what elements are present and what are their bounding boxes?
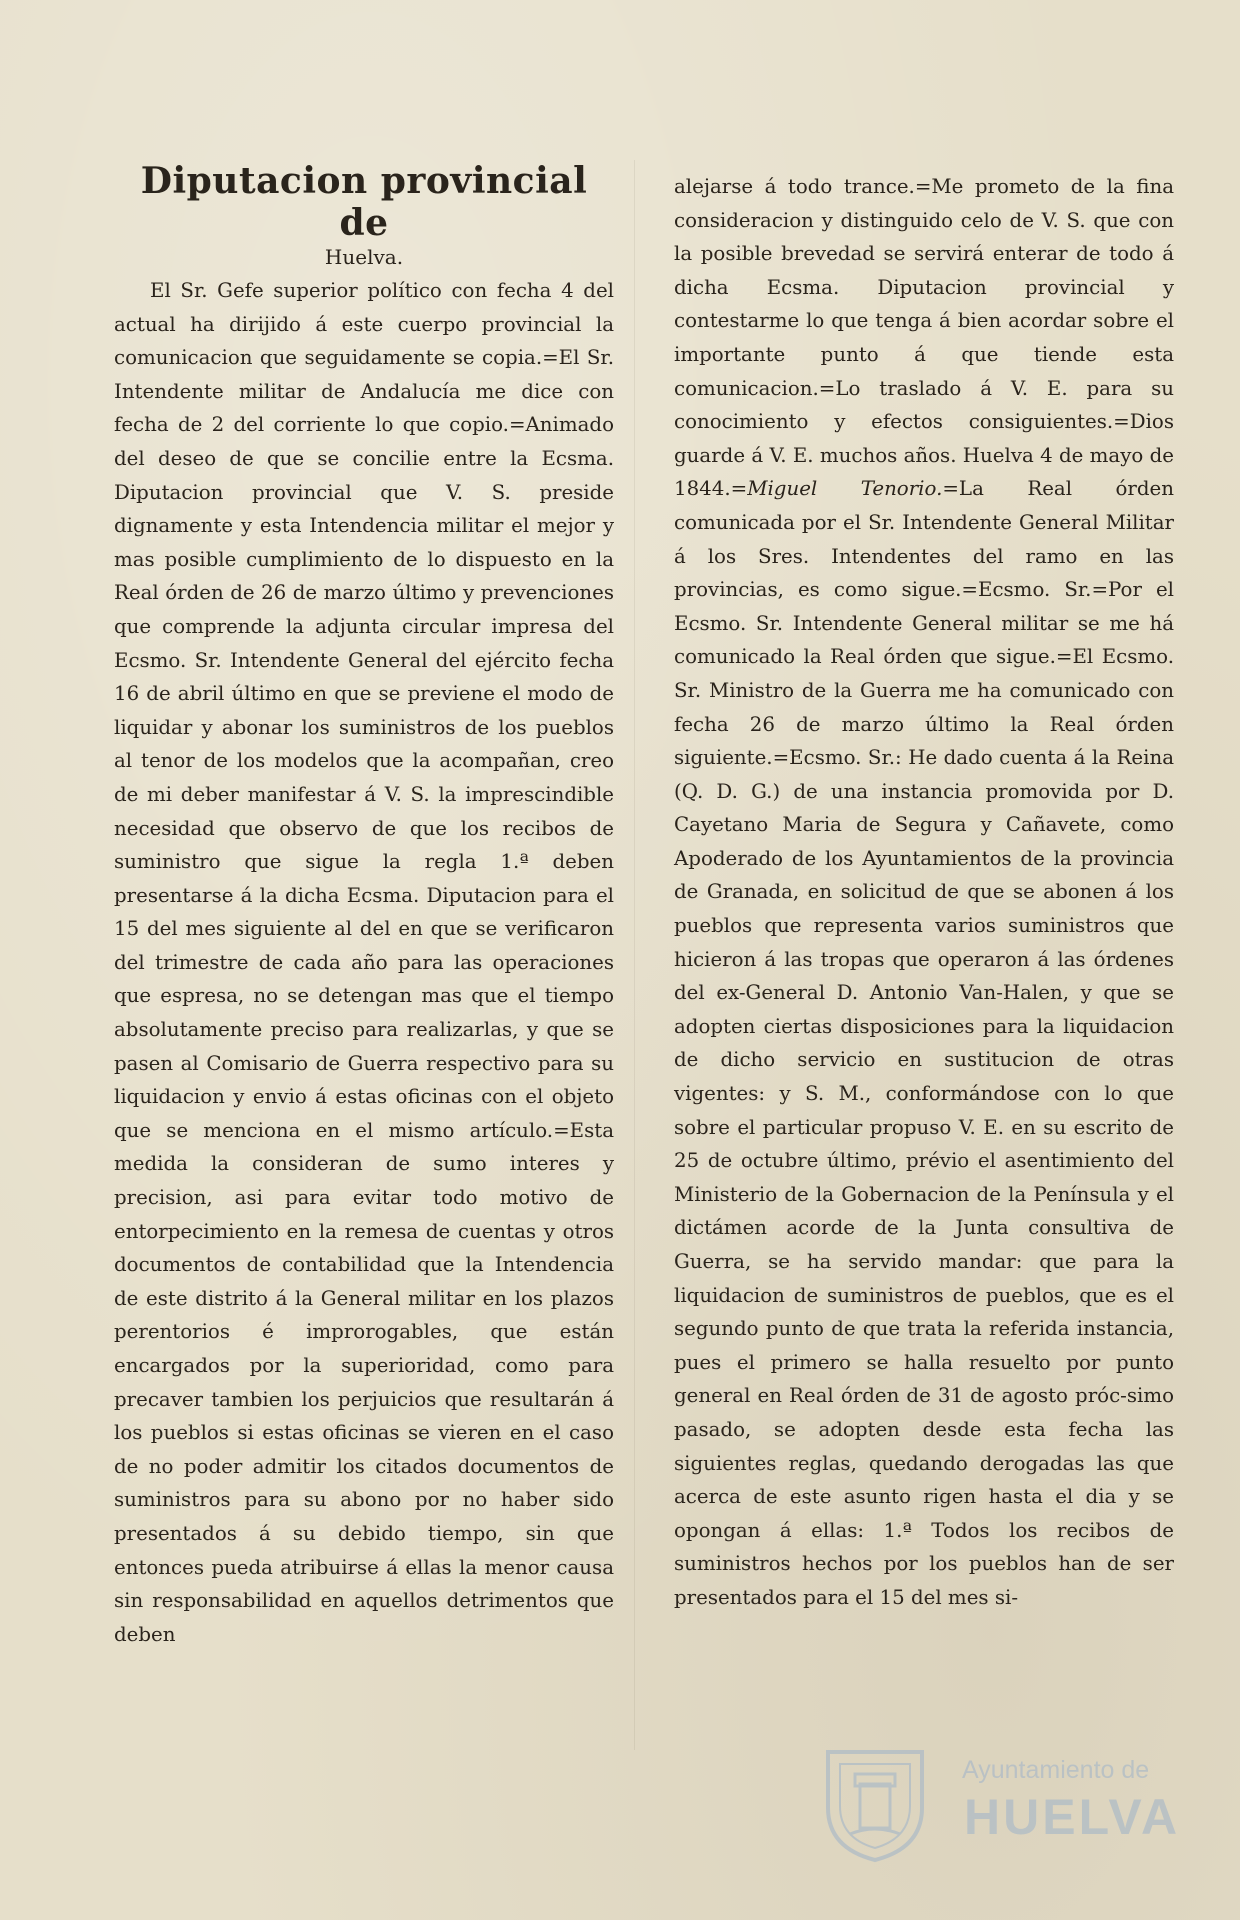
ayuntamiento-watermark xyxy=(820,1744,1181,1864)
document-title: Diputacion provincial de xyxy=(140,160,588,244)
signature-name: Miguel Tenorio. xyxy=(747,477,943,501)
coat-of-arms-icon xyxy=(820,1744,930,1864)
column-divider xyxy=(634,160,635,1750)
watermark-line-2: HUELVA xyxy=(964,1789,1181,1845)
right-paragraph-start: alejarse á todo trance.=Me prometo de la fina consideracion y distinguido celo de V. S. que con la posible brevedad se servirá enterar de todo á dicha Ecsma. Diputacion provincial y contestarme lo que tenga á bien acordar sobre el importante punto á que tiende esta comunicacion.=Lo traslado á V. E. para su conocimiento y efectos consiguientes.=Dios guarde á V. E. muchos años. Huelva 4 de mayo de 1844.= xyxy=(674,175,1174,501)
document-title-place: Huelva. xyxy=(324,245,404,269)
watermark-line-1: Ayuntamiento de xyxy=(962,1756,1150,1784)
left-column xyxy=(114,160,614,1651)
right-column-paragraph xyxy=(674,170,1174,1615)
right-column xyxy=(674,170,1174,1615)
left-column-paragraph: El Sr. Gefe superior político con fecha 4 del actual ha dirijido á este cuerpo provincial la comunicacion que seguidamente se copia.=El Sr. Intendente militar de Andalucía me dice con fecha de 2 del corriente lo que copio.=Animado del deseo de que se concilie entre la Ecsma. Diputacion provincial que V. S. preside dignamente y esta Intendencia militar el mejor y mas posible cumplimiento de lo dispuesto en la Real órden de 26 de marzo último y prevenciones que comprende la adjunta circular impresa del Ecsmo. Sr. Intendente General del ejército fecha 16 de abril último en que se previene el modo de liquidar y abonar los suministros de los pueblos al tenor de los modelos que la acompañan, creo de mi deber manifestar á V. S. la imprescindible necesidad que observo de que los recibos de suministro que sigue la regla 1.ª deben presentarse á la dicha Ecsma. Diputacion para el 15 del mes siguiente al del en que se verificaron del trimestre de cada año para las operaciones que espresa, no se detengan mas que el tiempo absolutamente preciso para realizarlas, y que se pasen al Comisario de Guerra respectivo para su liquidacion y envio á estas oficinas con el objeto que se menciona en el mismo artículo.=Esta medida la consideran de sumo interes y precision, asi para evitar todo motivo de entorpecimiento en la remesa de cuentas y otros documentos de contabilidad que la Intendencia de este distrito á la General militar en los plazos perentorios é improrogables, que están encargados por la superioridad, como para precaver tambien los perjuicios que resultarán á los pueblos si estas oficinas se vieren en el caso de no poder admitir los citados documentos de suministros para su abono por no haber sido presentados á su debido tiempo, sin que entonces pueda atribuirse á ellas la menor causa sin responsabilidad en aquellos detrimentos que deben xyxy=(114,279,614,1646)
right-paragraph-end: =La Real órden comunicada por el Sr. Intendente General Militar á los Sres. Intendentes del ramo en las provincias, es como sigue.=Ecsmo. Sr.=Por el Ecsmo. Sr. Intendente General militar se me há comunicado la Real órden que sigue.=El Ecsmo. Sr. Ministro de la Guerra me ha comunicado con fecha 26 de marzo último la Real órden siguiente.=Ecsmo. Sr.: He dado cuenta á la Reina (Q. D. G.) de una instancia promovida por D. Cayetano Maria de Segura y Cañavete, como Apoderado de los Ayuntamientos de la provincia de Granada, en solicitud de que se abonen á los pueblos que representa varios suministros que hicieron á las tropas que operaron á las órdenes del ex-General D. Antonio Van-Halen, y que se adopten ciertas disposiciones para la liquidacion de dicho servicio en sustitucion de otras vigentes: y S. M., conformándose con lo que sobre el particular propuso V. E. en su escrito de 25 de octubre último, prévio el asentimiento del Ministerio de la Gobernacion de la Península y el dictámen acorde de la Junta consultiva de Guerra, se ha servido mandar: que para la liquidacion de suministros de pueblos, que es el segundo punto de que trata la referida instancia, pues el primero se halla resuelto por punto general en Real órden de 31 de agosto próc-simo pasado, se adopten desde esta fecha las siguientes reglas, quedando derogadas las que acerca de este asunto rigen hasta el dia y se opongan á ellas: 1.ª Todos los recibos de suministros hechos por los pueblos han de ser presentados para el 15 del mes si- xyxy=(674,477,1174,1609)
